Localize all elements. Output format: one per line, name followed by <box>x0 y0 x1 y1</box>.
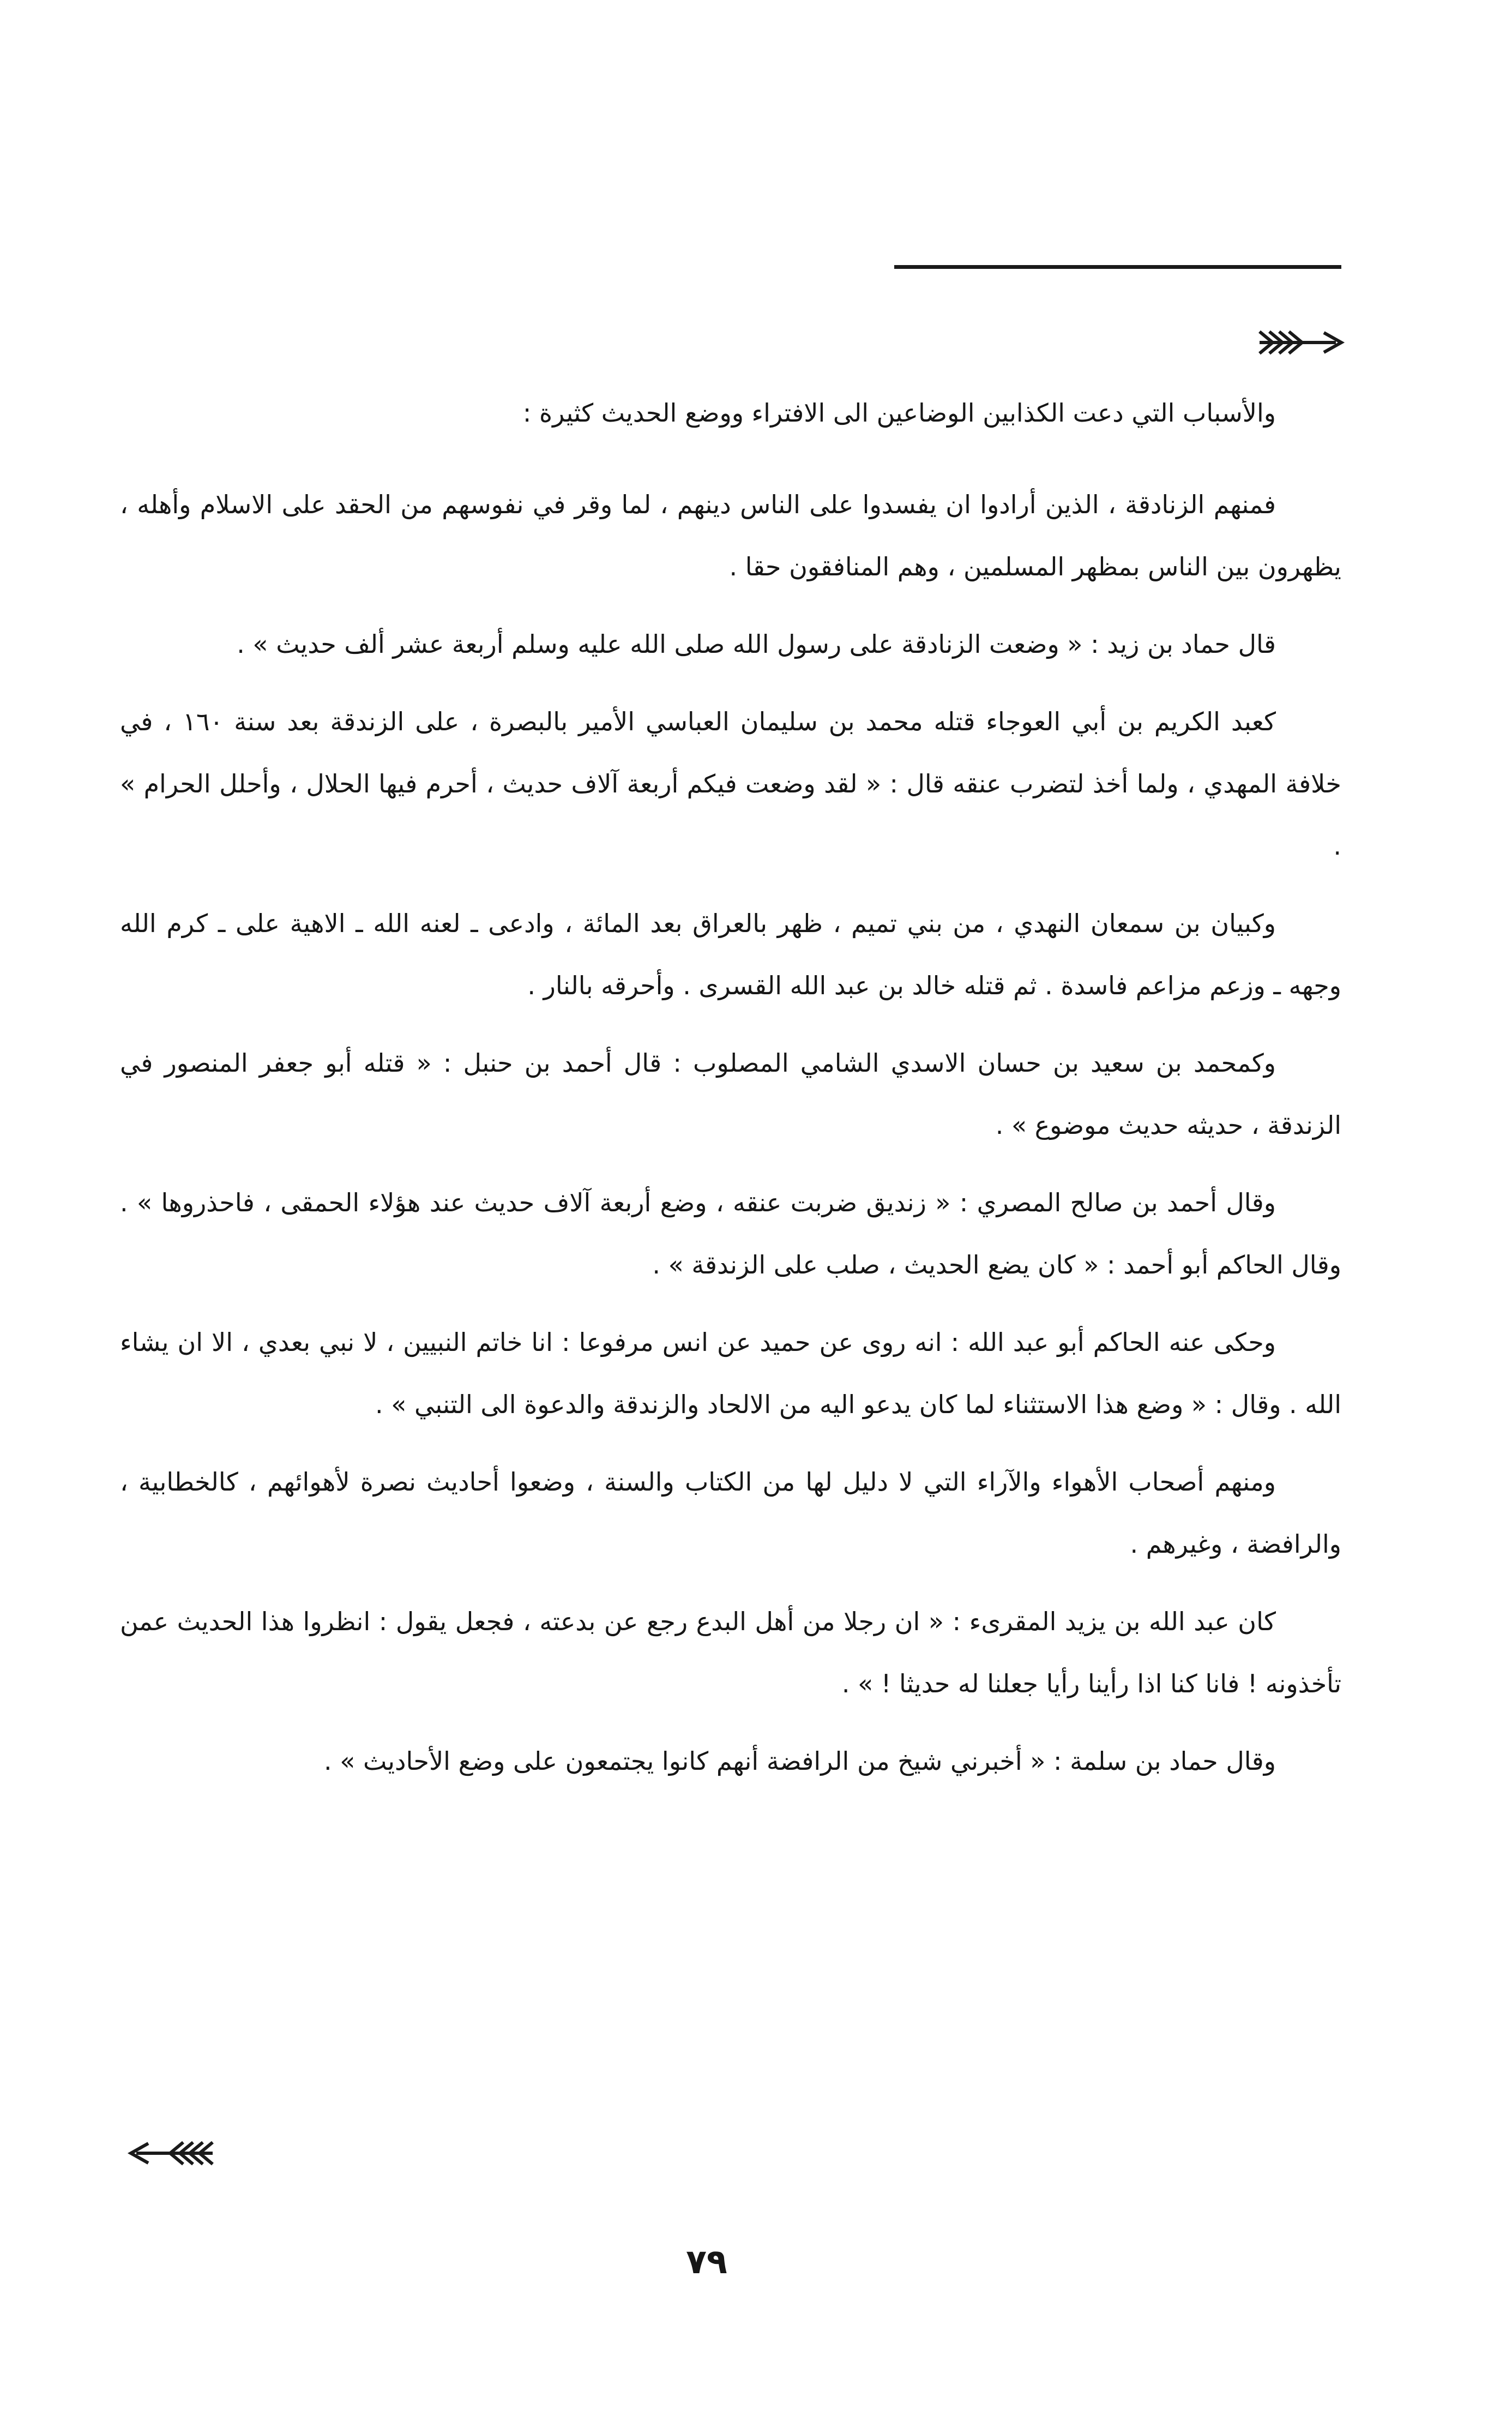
intro-paragraph: والأسباب التي دعت الكذابين الوضاعين الى الافتراء ووضع الحديث كثيرة : <box>522 398 1276 428</box>
paragraph-al-hakim: وحكى عنه الحاكم أبو عبد الله : انه روى عن حميد عن انس مرفوعا : انا خاتم النبيين ، لا نبي بعدي ، الا ان يشاء الله . وقال : « وضع هذا الاستثناء لما كان يدعو اليه من الالحاد والزندقة والدعوة الى التنبي » . <box>120 1327 1341 1419</box>
paragraph-ahmad-ibn-salih: وقال أحمد بن صالح المصري : « زنديق ضربت عنقه ، وضع أربعة آلاف حديث عند هؤلاء الحمقى ، فاحذروها » . وقال الحاكم أبو أحمد : « كان يضع الحديث ، صلب على الزندقة » . <box>120 1188 1341 1279</box>
paragraph-bayan-ibn-saman: وكبيان بن سمعان النهدي ، من بني تميم ، ظهر بالعراق بعد المائة ، وادعى ـ لعنه الله ـ الاهية على ـ كرم الله وجهه ـ وزعم مزاعم فاسدة . ثم قتله خالد بن عبد الله القسرى . وأحرقه بالنار . <box>120 909 1341 1000</box>
paragraph-abd-al-karim: كعبد الكريم بن أبي العوجاء قتله محمد بن سليمان العباسي الأمير بالبصرة ، على الزندقة بعد سنة ١٦٠ ، في خلافة المهدي ، ولما أخذ لتضرب عنقه قال : « لقد وضعت فيكم أربعة آلاف حديث ، أحرم فيها الحلال ، وأحلل الحرام » . <box>120 707 1341 861</box>
body-text <box>120 382 1341 1807</box>
paragraph-hammad-ibn-zayd: قال حماد بن زيد : « وضعت الزنادقة على رسول الله صلى الله عليه وسلم أربعة عشر ألف حديث » . <box>237 629 1276 659</box>
right-arrow-ornament-icon <box>1254 327 1347 358</box>
paragraph-ashab-al-ahwa: ومنهم أصحاب الأهواء والآراء التي لا دليل لها من الكتاب والسنة ، وضعوا أحاديث نصرة لأهوائهم ، كالخطابية ، والرافضة ، وغيرهم . <box>120 1467 1341 1559</box>
paragraph-zanadiqa: فمنهم الزنادقة ، الذين أرادوا ان يفسدوا على الناس دينهم ، لما وقر في نفوسهم من الحقد على الاسلام وأهله ، يظهرون بين الناس بمظهر المسلمين ، وهم المنافقون حقا . <box>120 490 1341 581</box>
paragraph-abd-allah-ibn-yazid: كان عبد الله بن يزيد المقرىء : « ان رجلا من أهل البدع رجع عن بدعته ، فجعل يقول : انظروا هذا الحديث عمن تأخذونه ! فانا كنا اذا رأينا رأيا جعلنا له حديثا ! » . <box>120 1607 1341 1698</box>
paragraph-hammad-ibn-salama: وقال حماد بن سلمة : « أخبرني شيخ من الرافضة أنهم كانوا يجتمعون على وضع الأحاديث » . <box>324 1746 1276 1776</box>
paragraph-muhammad-ibn-said: وكمحمد بن سعيد بن حسان الاسدي الشامي المصلوب : قال أحمد بن حنبل : « قتله أبو جعفر المنصور في الزندقة ، حديثه حديث موضوع » . <box>120 1048 1341 1140</box>
top-rule <box>894 265 1341 269</box>
left-arrow-ornament-icon <box>125 2138 218 2168</box>
page-number: ٧٩ <box>686 2242 727 2281</box>
